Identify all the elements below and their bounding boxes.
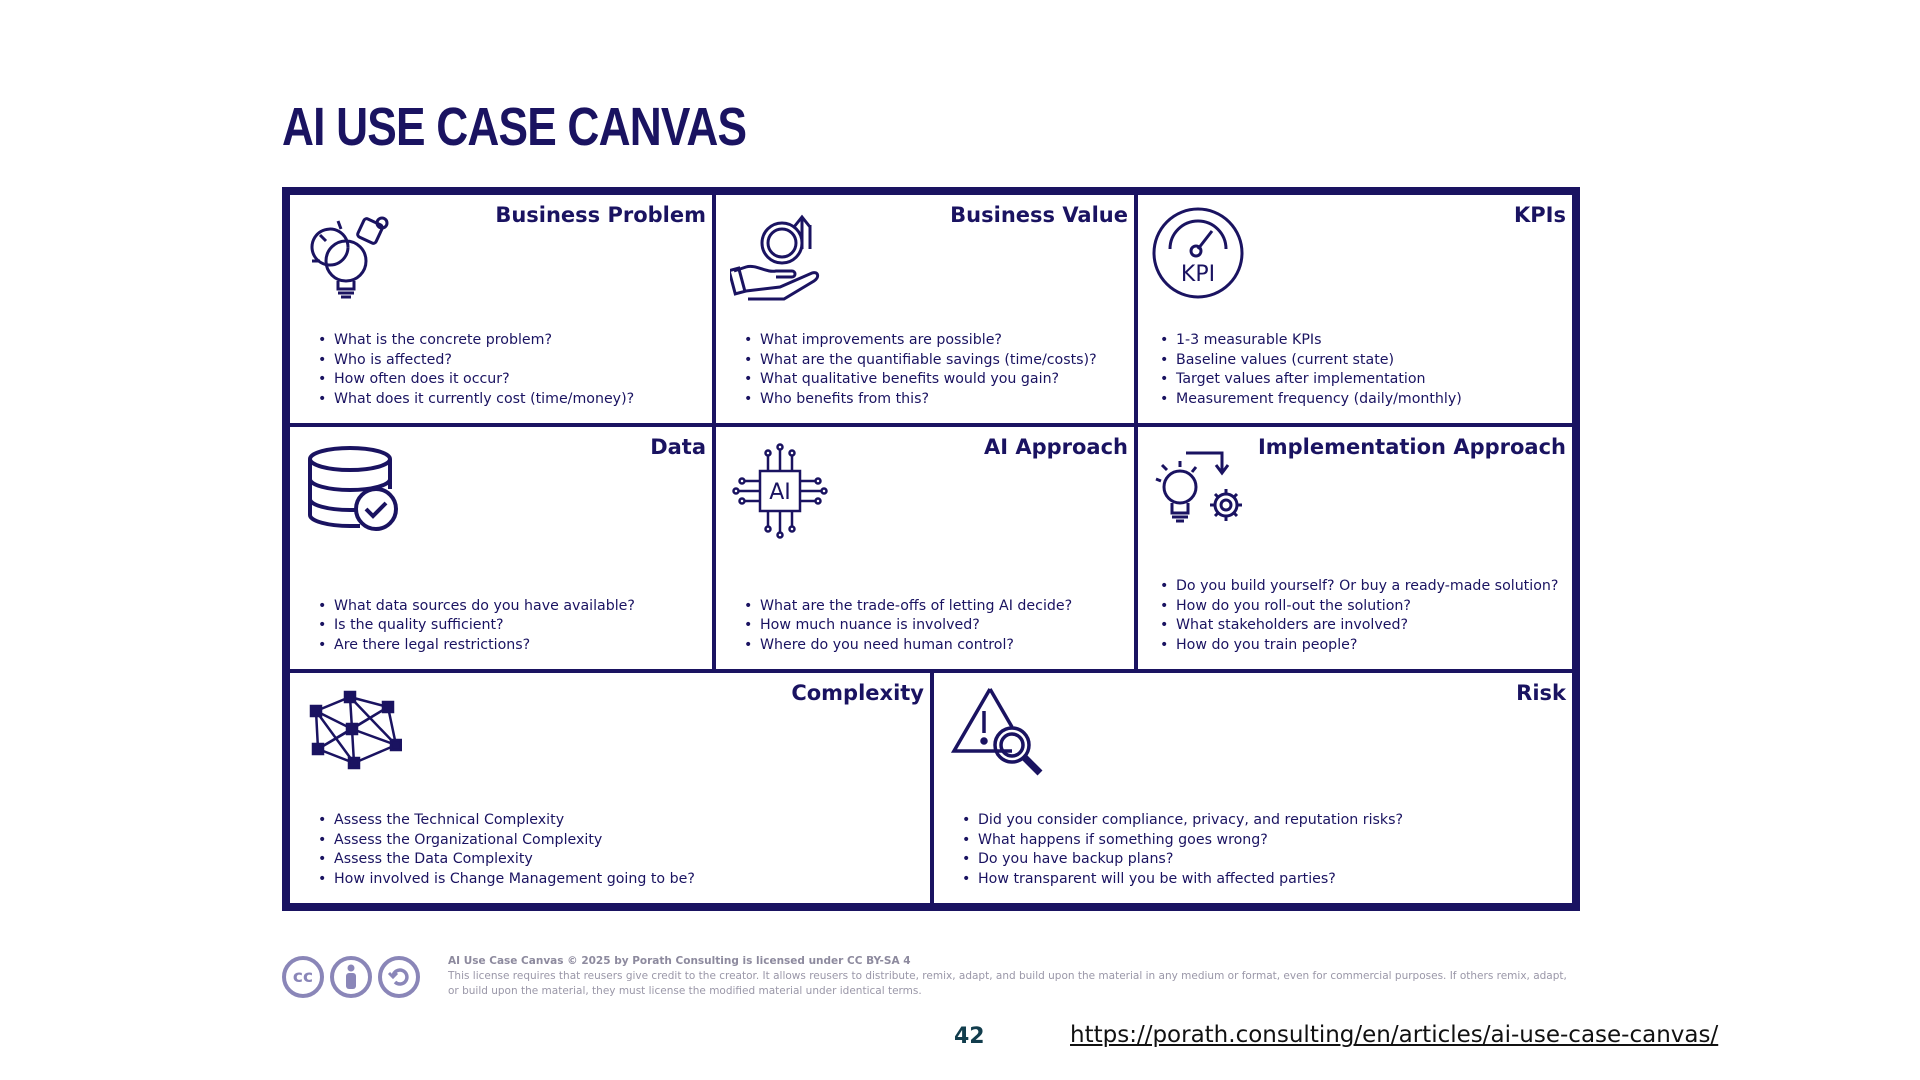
list-item: • Measurement frequency (daily/monthly): [1160, 390, 1462, 410]
list-item: • Do you have backup plans?: [962, 850, 1403, 870]
complexity-list: [318, 811, 695, 889]
kpis-list: [1160, 331, 1462, 409]
article-link[interactable]: https://porath.consulting/en/articles/ai-use-case-canvas/: [1070, 1022, 1719, 1048]
list-item: • What are the quantifiable savings (time/costs)?: [744, 351, 1097, 371]
list-item: • Do you build yourself? Or buy a ready-made solution?: [1160, 577, 1558, 597]
cell-kpis: [1134, 191, 1576, 427]
hand-coin-growth-icon: [730, 209, 830, 303]
list-item: • What does it currently cost (time/money)?: [318, 390, 634, 410]
kpis-title: KPIs: [1514, 203, 1566, 227]
cc-icon: cc: [282, 956, 324, 998]
cell-risk: [930, 669, 1576, 907]
list-item: • 1-3 measurable KPIs: [1160, 331, 1462, 351]
risk-list: [962, 811, 1403, 889]
list-item: • Assess the Organizational Complexity: [318, 831, 695, 851]
cell-business-value: [712, 191, 1138, 427]
cell-implementation-approach: [1134, 423, 1576, 673]
lightbulb-puzzle-icon: [308, 211, 400, 307]
list-item: • Assess the Data Complexity: [318, 850, 695, 870]
license-title: AI Use Case Canvas © 2025 by Porath Consulting is licensed under CC BY-SA 4: [448, 955, 911, 967]
list-item: • Who benefits from this?: [744, 390, 1097, 410]
license-block: [448, 954, 1568, 999]
list-item: • What improvements are possible?: [744, 331, 1097, 351]
cell-ai-approach: [712, 423, 1138, 673]
data-list: [318, 597, 635, 656]
ai-approach-list: [744, 597, 1072, 656]
list-item: • How much nuance is involved?: [744, 616, 1072, 636]
warning-magnifier-icon: [950, 683, 1054, 779]
sa-icon: [378, 956, 420, 998]
list-item: • Assess the Technical Complexity: [318, 811, 695, 831]
lightbulb-gear-icon: [1152, 443, 1248, 533]
database-check-icon: [306, 445, 402, 535]
list-item: • Who is affected?: [318, 351, 634, 371]
cell-complexity: [286, 669, 934, 907]
by-icon: [330, 956, 372, 998]
list-item: • Baseline values (current state): [1160, 351, 1462, 371]
list-item: • What are the trade-offs of letting AI decide?: [744, 597, 1072, 617]
kpi-gauge-icon: [1150, 205, 1246, 301]
list-item: • Is the quality sufficient?: [318, 616, 635, 636]
ai-chip-icon: [732, 443, 828, 539]
implementation-approach-list: [1160, 577, 1558, 655]
list-item: • How involved is Change Management going to be?: [318, 870, 695, 890]
kpi-icon-text: KPI: [1180, 262, 1216, 287]
list-item: • Where do you need human control?: [744, 636, 1072, 656]
list-item: • What is the concrete problem?: [318, 331, 634, 351]
list-item: • How do you roll-out the solution?: [1160, 597, 1558, 617]
ai-approach-title: AI Approach: [983, 435, 1128, 459]
list-item: • What qualitative benefits would you gain?: [744, 370, 1097, 390]
business-value-list: [744, 331, 1097, 409]
list-item: • How often does it occur?: [318, 370, 634, 390]
complexity-title: Complexity: [791, 681, 924, 705]
license-text: This license requires that reusers give credit to the creator. It allows reusers to distribute, remix, adapt, and build upon the material in any medium or format, even for commercial purposes. If others remix, adapt, or build upon the material, they must license the modified material under identical terms.: [448, 970, 1567, 997]
implementation-approach-title: Implementation Approach: [1257, 435, 1566, 459]
list-item: • What happens if something goes wrong?: [962, 831, 1403, 851]
list-item: • What stakeholders are involved?: [1160, 616, 1558, 636]
list-item: • How do you train people?: [1160, 636, 1558, 656]
business-problem-title: Business Problem: [495, 203, 706, 227]
risk-title: Risk: [1516, 681, 1566, 705]
list-item: • How transparent will you be with affected parties?: [962, 870, 1403, 890]
list-item: • Did you consider compliance, privacy, and reputation risks?: [962, 811, 1403, 831]
cell-data: [286, 423, 716, 673]
list-item: • What data sources do you have available?: [318, 597, 635, 617]
use-case-canvas: [282, 187, 1580, 911]
business-value-title: Business Value: [950, 203, 1128, 227]
network-icon: [306, 687, 402, 773]
license-icons: [282, 956, 420, 998]
page-number: 42: [954, 1024, 985, 1049]
ai-icon-text: AI: [769, 480, 791, 505]
business-problem-list: [318, 331, 634, 409]
list-item: • Target values after implementation: [1160, 370, 1462, 390]
page-title: AI USE CASE CANVAS: [282, 97, 747, 157]
list-item: • Are there legal restrictions?: [318, 636, 635, 656]
data-title: Data: [650, 435, 706, 459]
cell-business-problem: [286, 191, 716, 427]
